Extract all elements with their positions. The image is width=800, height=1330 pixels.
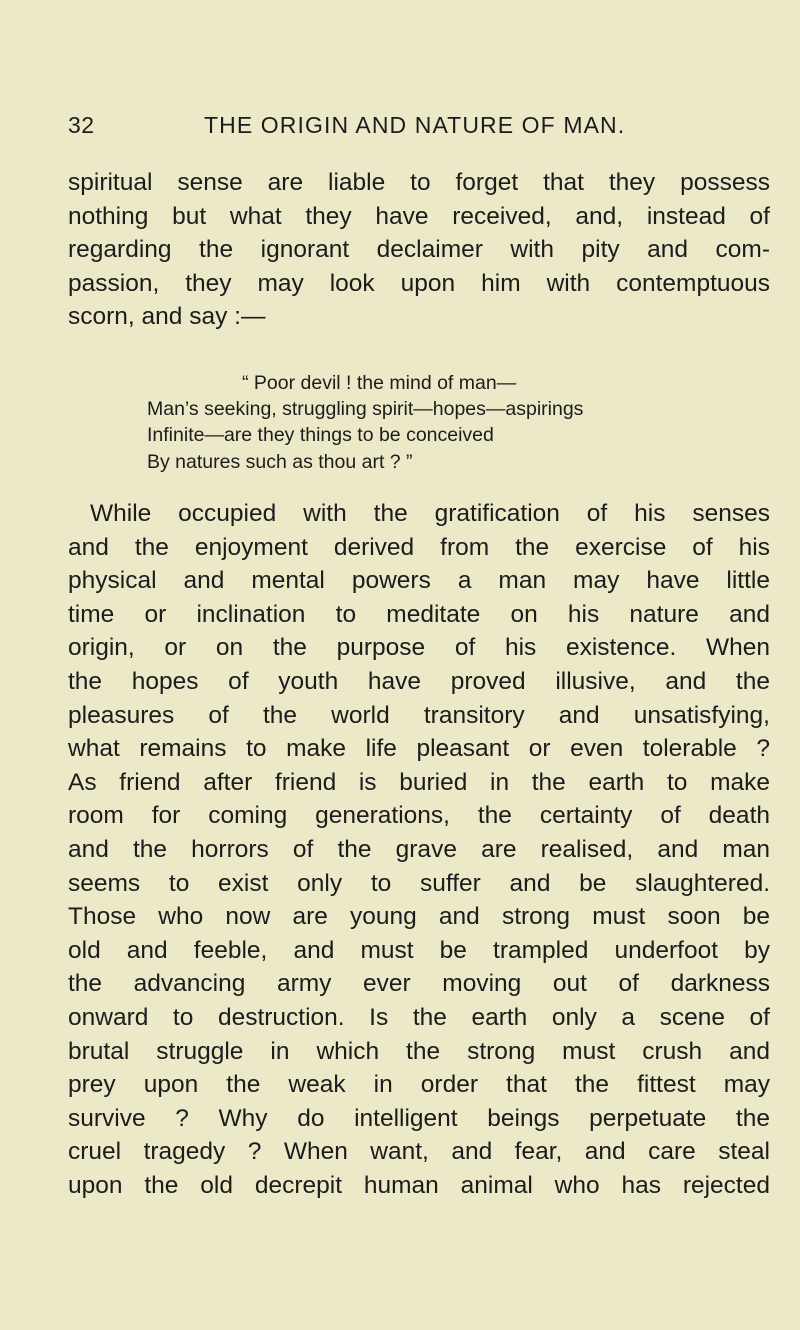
text-line: survive ? Why do intelligent beings perpetuate the xyxy=(68,1104,770,1132)
verse-line: “ Poor devil ! the mind of man— xyxy=(242,372,517,394)
text-line: pleasures of the world transitory and unsatisfying, xyxy=(68,701,770,729)
text-line: Those who now are young and strong must soon be xyxy=(68,903,770,931)
verse-quotation xyxy=(147,370,583,475)
text-line: scorn, and say :— xyxy=(68,303,266,331)
text-line: old and feeble, and must be trampled underfoot by xyxy=(68,936,770,964)
text-line: origin, or on the purpose of his existence. When xyxy=(68,634,770,662)
text-line: While occupied with the gratification of his senses xyxy=(90,500,770,527)
text-line: time or inclination to meditate on his nature and xyxy=(68,600,770,628)
text-line: room for coming generations, the certainty of death xyxy=(68,802,770,830)
running-head xyxy=(68,112,768,142)
text-line: and the enjoyment derived from the exercise of his xyxy=(68,533,770,561)
page-number: 32 xyxy=(68,112,95,138)
text-line: regarding the ignorant declaimer with pity and com- xyxy=(68,236,770,264)
text-line: the advancing army ever moving out of darkness xyxy=(68,970,770,998)
text-line: prey upon the weak in order that the fittest may xyxy=(68,1071,770,1099)
text-line: seems to exist only to suffer and be slaughtered. xyxy=(68,869,770,897)
text-line: onward to destruction. Is the earth only a scene of xyxy=(68,1003,770,1031)
verse-line: By natures such as thou art ? ” xyxy=(147,450,413,473)
verse-line: Infinite—are they things to be conceived xyxy=(147,424,494,447)
text-line: passion, they may look upon him with contemptuous xyxy=(68,269,770,297)
text-line: and the horrors of the grave are realised, and man xyxy=(68,835,770,863)
text-line: spiritual sense are liable to forget that they possess xyxy=(68,169,770,196)
paragraph-1 xyxy=(68,166,770,334)
text-line: physical and mental powers a man may have little xyxy=(68,567,770,595)
text-line: upon the old decrepit human animal who has rejected xyxy=(68,1171,770,1199)
text-line: nothing but what they have received, and, instead of xyxy=(68,202,770,230)
text-line: what remains to make life pleasant or even tolerable ? xyxy=(68,735,770,763)
verse-line: Man’s seeking, struggling spirit—hopes—aspirings xyxy=(147,398,584,421)
text-line: the hopes of youth have proved illusive, and the xyxy=(68,667,770,695)
text-line: brutal struggle in which the strong must crush and xyxy=(68,1037,770,1065)
paragraph-2 xyxy=(68,497,770,1202)
running-title: THE ORIGIN AND NATURE OF MAN. xyxy=(204,112,626,138)
text-line: cruel tragedy ? When want, and fear, and care steal xyxy=(68,1138,770,1166)
text-line: As friend after friend is buried in the earth to make xyxy=(68,768,770,796)
